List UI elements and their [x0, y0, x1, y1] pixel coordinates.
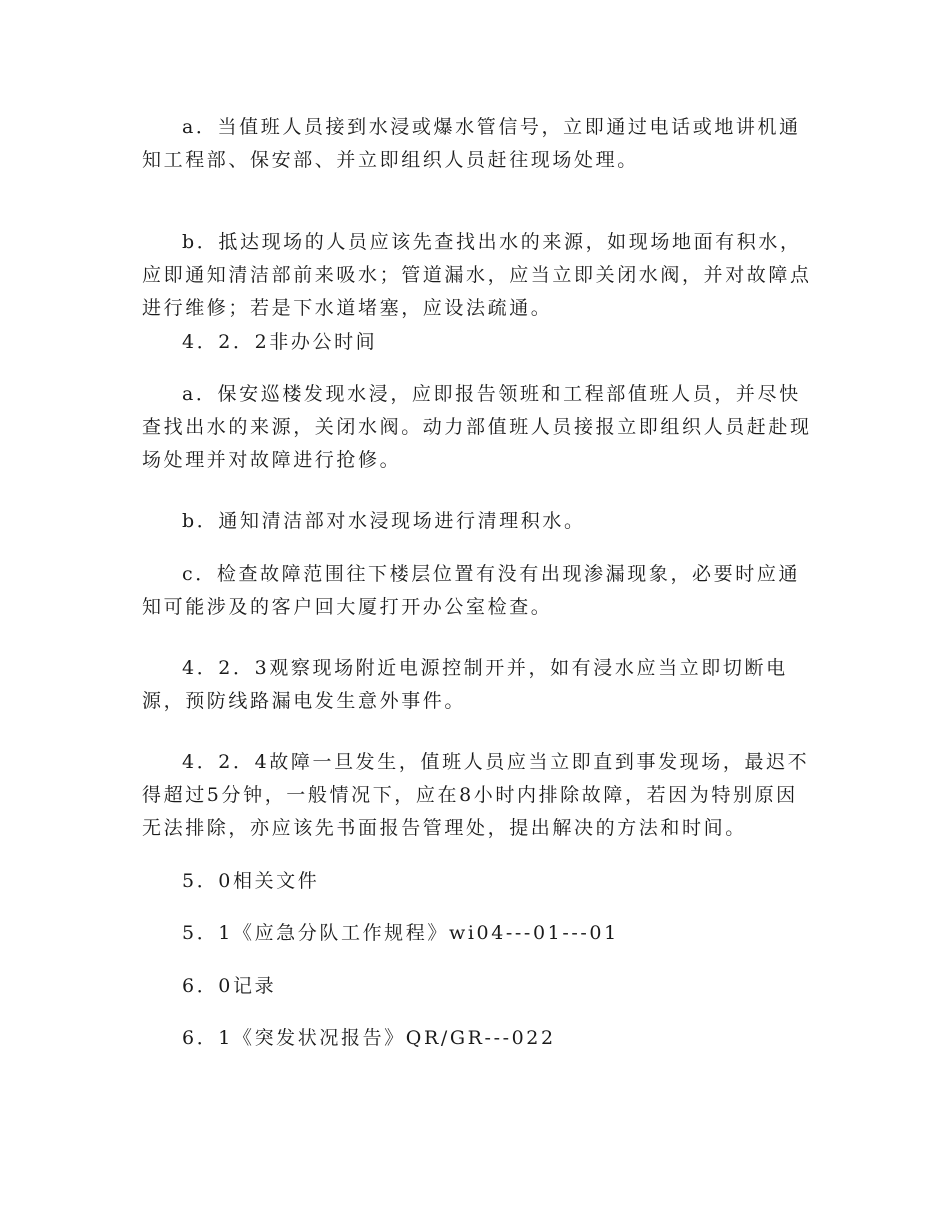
- section-heading-non-office-hours: 4．2．2非办公时间: [182, 331, 378, 353]
- paragraph-notify-cleaning: b．通知清洁部对水浸现场进行清理积水。: [182, 510, 586, 532]
- paragraph-water-alarm-notify: a．当值班人员接到水浸或爆水管信号，立即通过电话或地讲机通知工程部、保安部、并立即组织人员赶往现场处理。: [142, 116, 801, 171]
- paragraph-security-patrol: a．保安巡楼发现水浸，应即报告领班和工程部值班人员，并尽快查找出水的来源，关闭水阀。动力部值班人员接报立即组织人员赶赴现场处理并对故障进行抢修。: [142, 383, 812, 471]
- paragraph-find-water-source: b．抵达现场的人员应该先查找出水的来源，如现场地面有积水，应即通知清洁部前来吸水；管道漏水，应当立即关闭水阀，并对故障点进行维修；若是下水道堵塞，应设法疏通。: [142, 231, 812, 319]
- record-item: 6．1《突发状况报告》QR/GR---022: [182, 1027, 556, 1049]
- paragraph-fault-response-time: 4．2．4故障一旦发生，值班人员应当立即直到事发现场，最迟不得超过5分钟，一般情况下，应在8小时内排除故障，若因为特别原因无法排除，亦应该先书面报告管理处，提出解决的方法和时间。: [142, 751, 810, 839]
- section-heading-records: 6．0记录: [182, 975, 277, 997]
- paragraph-power-switch: 4．2．3观察现场附近电源控制开并，如有浸水应当立即切断电源，预防线路漏电发生意外事件。: [142, 657, 788, 712]
- paragraph-check-lower-floors: c．检查故障范围往下楼层位置有没有出现渗漏现象，必要时应通知可能涉及的客户回大厦打开办公室检查。: [142, 563, 801, 618]
- related-document-item: 5．1《应急分队工作规程》wi04---01---01: [182, 922, 619, 944]
- section-heading-related-documents: 5．0相关文件: [182, 870, 320, 892]
